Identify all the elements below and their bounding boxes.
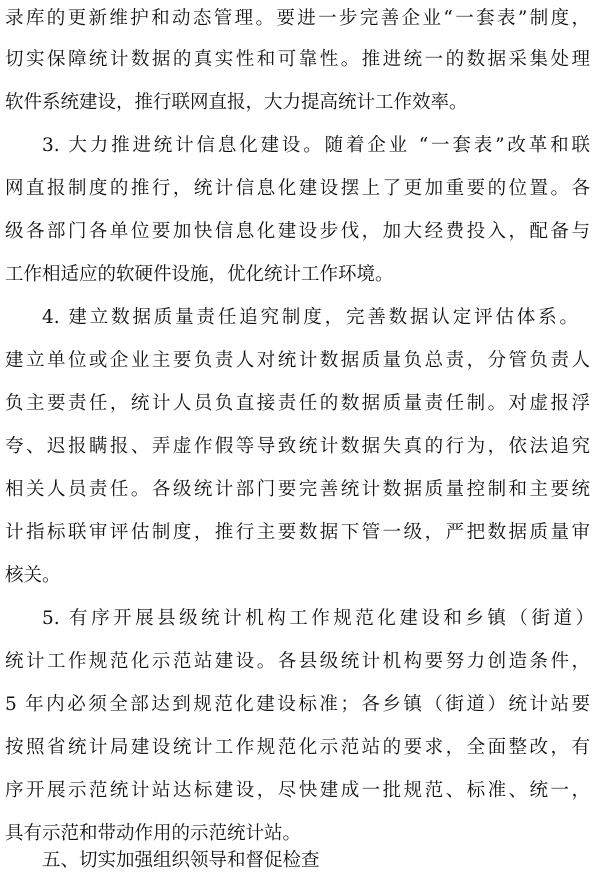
text-line: 统计工作规范化示范站建设。各县级统计机构要努力创造条件，	[5, 651, 590, 672]
text-line: 相关人员责任。各级统计部门要完善统计数据质量控制和主要统	[5, 479, 590, 500]
text-line: 5 年内必须全部达到规范化建设标准；各乡镇（街道）统计站要	[5, 694, 590, 715]
list-item-4-heading: 4. 建立数据质量责任追究制度，完善数据认定评估体系。	[42, 307, 578, 328]
list-item-5-heading: 5. 有序开展县级统计机构工作规范化建设和乡镇（街道）	[42, 608, 594, 629]
text-line: 录库的更新维护和动态管理。要进一步完善企业“一套表”制度，	[5, 8, 590, 29]
text-line: 建立单位或企业主要负责人对统计数据质量负总责，分管负责人	[5, 350, 590, 371]
text-line: 网直报制度的推行，统计信息化建设摆上了更加重要的位置。各	[5, 178, 590, 199]
text-line: 负主要责任，统计人员负直接责任的数据质量责任制。对虚报浮	[5, 393, 590, 414]
section-heading-5: 五、切实加强组织领导和督促检查	[42, 850, 320, 871]
text-line: 切实保障统计数据的真实性和可靠性。推进统一的数据采集处理	[5, 49, 590, 70]
text-line: 按照省统计局建设统计工作规范化示范站的要求，全面整改，有	[5, 737, 590, 758]
text-line: 工作相适应的软硬件设施，优化统计工作环境。	[5, 264, 394, 285]
text-line: 核关。	[5, 565, 61, 586]
text-line: 序开展示范统计站达标建设，尽快建成一批规范、标准、统一，	[5, 780, 590, 801]
text-line: 夸、迟报瞒报、弄虚作假等导致统计数据失真的行为，依法追究	[5, 436, 590, 457]
list-item-3-heading: 3. 大力推进统计信息化建设。随着企业 “一套表”改革和联	[42, 135, 590, 156]
text-line: 软件系统建设，推行联网直报，大力提高统计工作效率。	[5, 92, 468, 113]
text-line: 级各部门各单位要加快信息化建设步伐，加大经费投入，配备与	[5, 221, 590, 242]
text-line: 计指标联审评估制度，推行主要数据下管一级，严把数据质量审	[5, 522, 590, 543]
text-line: 具有示范和带动作用的示范统计站。	[5, 823, 302, 844]
